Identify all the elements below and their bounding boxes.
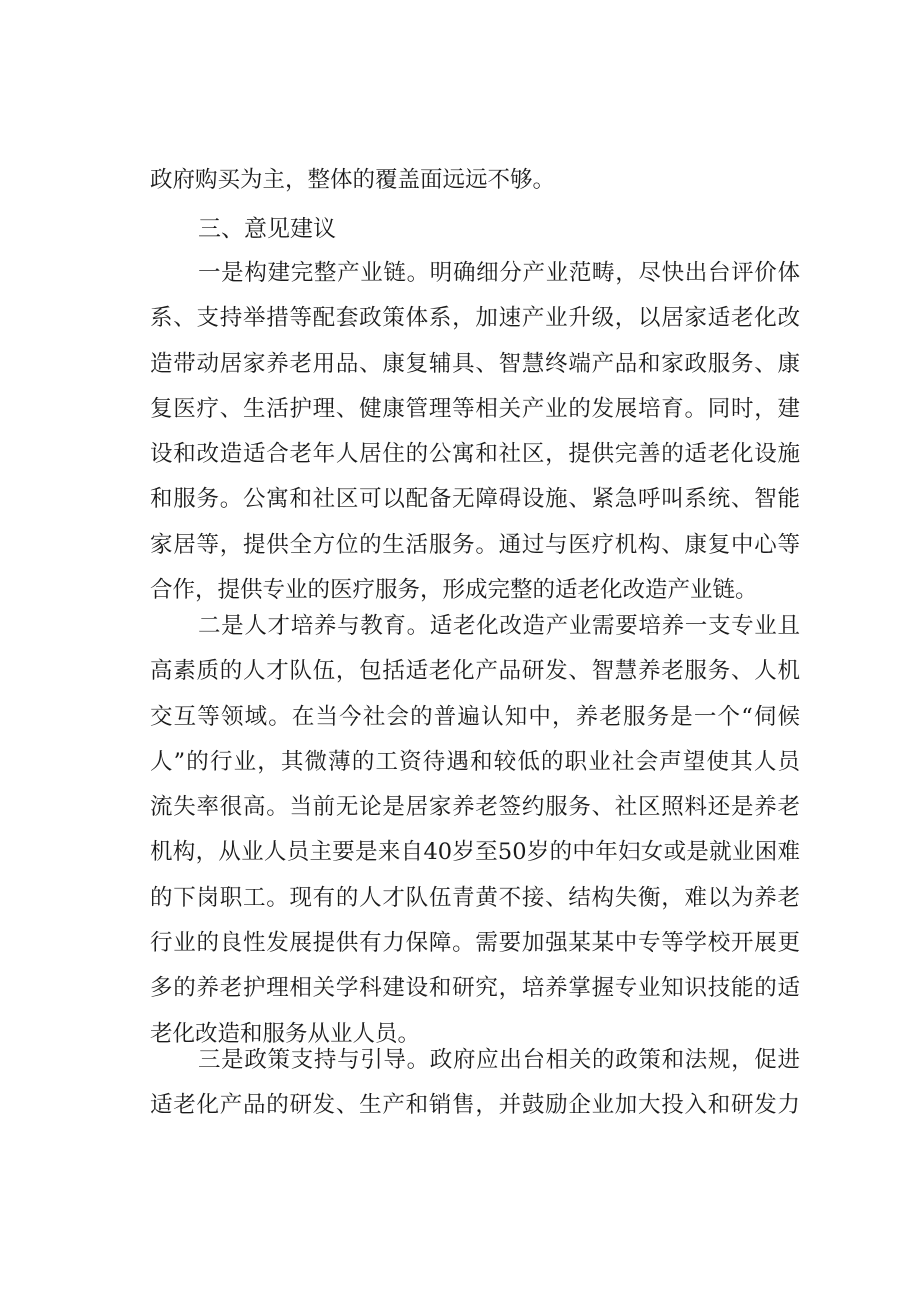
text-line: 老化改造和服务从业人员。 — [150, 1020, 421, 1047]
text-line: 政府购买为主，整体的覆盖面远远不够。 — [150, 167, 556, 193]
text-line: 机构，从业人员主要是来自40岁至50岁的中年妇女或是就业困难 — [150, 839, 800, 866]
text-line: 流失率很高。当前无论是居家养老签约服务、社区照料还是养老 — [150, 794, 800, 821]
text-line: 高素质的人才队伍，包括适老化产品研发、智慧养老服务、人机 — [150, 658, 800, 685]
continued-paragraph — [150, 158, 800, 203]
text-line: 人”的行业，其微薄的工资待遇和较低的职业社会声望使其人员 — [150, 748, 800, 775]
text-line: 二是人才培养与教育。适老化改造产业需要培养一支专业且 — [198, 613, 800, 639]
text-line: 多的养老护理相关学科建设和研究，培养掌握专业知识技能的适 — [150, 975, 800, 1002]
text-line: 一是构建完整产业链。明确细分产业范畴，尽快出台评价体 — [198, 260, 800, 286]
paragraph-talent-training — [150, 604, 800, 1057]
text-line: 合作，提供专业的医疗服务，形成完整的适老化改造产业链。 — [150, 577, 758, 604]
text-line: 家居等，提供全方位的生活服务。通过与医疗机构、康复中心等 — [150, 531, 800, 558]
text-line: 交互等领域。在当今社会的普遍认知中，养老服务是一个“伺候 — [150, 703, 800, 730]
text-line: 和服务。公寓和社区可以配备无障碍设施、紧急呼叫系统、智能 — [150, 486, 800, 513]
text-line: 行业的良性发展提供有力保障。需要加强某某中专等学校开展更 — [150, 930, 800, 957]
text-line: 复医疗、生活护理、健康管理等相关产业的发展培育。同时，建 — [150, 395, 800, 422]
text-line: 设和改造适合老年人居住的公寓和社区，提供完善的适老化设施 — [150, 441, 800, 468]
paragraph-industry-chain — [150, 251, 800, 613]
text-line: 适老化产品的研发、生产和销售，并鼓励企业加大投入和研发力 — [150, 1092, 800, 1119]
section-heading: 三、意见建议 — [198, 216, 336, 242]
text-line: 的下岗职工。现有的人才队伍青黄不接、结构失衡，难以为养老 — [150, 884, 800, 911]
text-line: 系、支持举措等配套政策体系，加速产业升级，以居家适老化改 — [150, 305, 800, 332]
paragraph-policy-support — [150, 1038, 800, 1129]
text-line: 造带动居家养老用品、康复辅具、智慧终端产品和家政服务、康 — [150, 350, 800, 377]
text-line: 三是政策支持与引导。政府应出台相关的政策和法规，促进 — [198, 1047, 800, 1073]
